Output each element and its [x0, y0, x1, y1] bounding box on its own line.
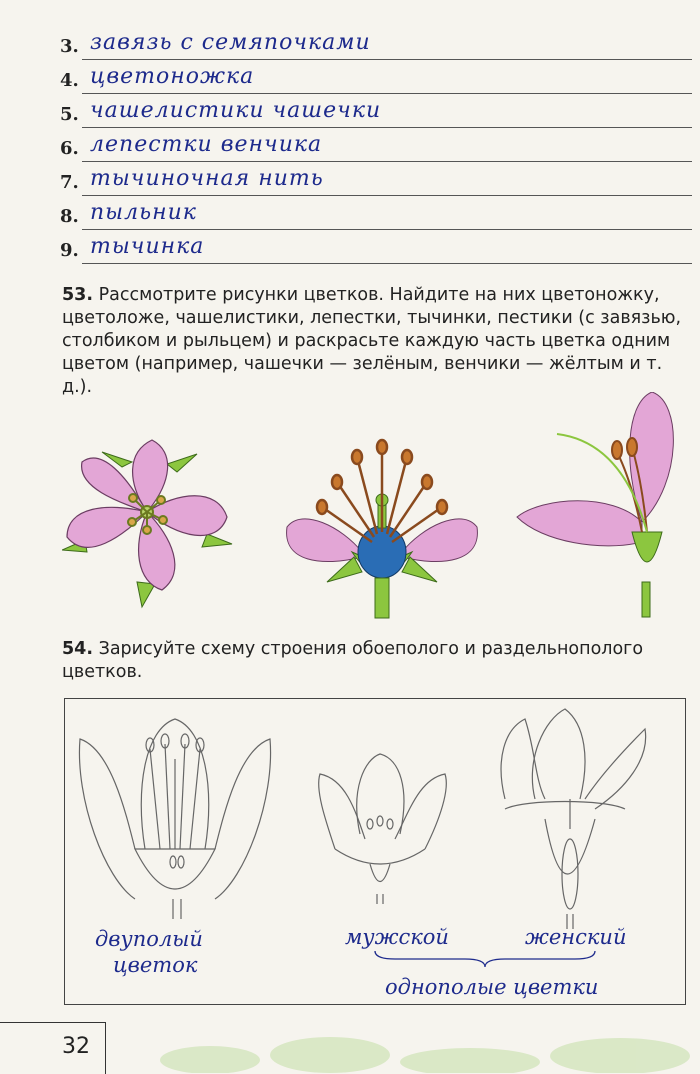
task-text: Рассмотрите рисунки цветков. Найдите на них цветоножку, цветоложе, чашелистики, лепестки, тычинки, пестики (с завязью, столбиком и рыльцем) и раскрасьте каждую часть цветка одним цветом (например, чашечки — зелёным, венчики — жёлтым и т. д.). — [62, 285, 682, 397]
flower-cross-section — [287, 440, 478, 618]
answer-number: 3. — [60, 36, 79, 57]
decorative-leaves — [150, 1020, 700, 1073]
answer-handwriting: цветоножка — [90, 64, 255, 89]
answer-number: 5. — [60, 104, 79, 125]
page-number-box — [0, 1022, 106, 1074]
answer-line-7 — [60, 166, 700, 200]
answer-number: 7. — [60, 172, 79, 193]
answer-rule — [82, 195, 692, 196]
label-unisexual: однополые цветки — [385, 975, 599, 999]
female-flower-sketch — [501, 709, 646, 929]
answer-line-5 — [60, 98, 700, 132]
bisexual-flower-sketch — [79, 719, 270, 919]
task-number: 54. — [62, 639, 94, 659]
task-53 — [62, 284, 690, 399]
answer-rule — [82, 59, 692, 60]
answer-rule — [82, 127, 692, 128]
answer-handwriting: тычиночная нить — [90, 166, 324, 191]
label-female: женский — [525, 925, 627, 949]
flower-side-view — [517, 392, 673, 617]
answer-rule — [82, 93, 692, 94]
answer-handwriting: лепестки венчика — [90, 132, 323, 157]
answer-line-6 — [60, 132, 700, 166]
label-male: мужской — [345, 925, 449, 949]
answer-handwriting: чашелистики чашечки — [90, 98, 382, 123]
answer-handwriting: тычинка — [90, 234, 205, 259]
label-bisexual-line1: двуполый — [95, 927, 203, 951]
answer-number: 6. — [60, 138, 79, 159]
answer-rule — [82, 161, 692, 162]
flower-top-view — [62, 440, 232, 607]
answer-line-3 — [60, 30, 700, 64]
answer-handwriting: пыльник — [90, 200, 197, 225]
colored-flowers-illustration — [62, 392, 692, 624]
page-number: 32 — [62, 1034, 90, 1059]
task-number: 53. — [62, 285, 94, 305]
answer-handwriting: завязь с семяпочками — [90, 30, 371, 55]
drawing-frame — [64, 698, 686, 1005]
answer-line-9 — [60, 234, 700, 268]
answer-rule — [82, 263, 692, 264]
task-text: Зарисуйте схему строения обоеполого и раздельнополого цветков. — [62, 639, 644, 682]
answer-rule — [82, 229, 692, 230]
answer-number: 4. — [60, 70, 79, 91]
answer-number: 8. — [60, 206, 79, 227]
answer-number: 9. — [60, 240, 79, 261]
label-bisexual-line2: цветок — [113, 953, 198, 977]
task-54 — [62, 638, 690, 684]
answer-line-8 — [60, 200, 700, 234]
answer-line-4 — [60, 64, 700, 98]
male-flower-sketch — [319, 754, 447, 904]
